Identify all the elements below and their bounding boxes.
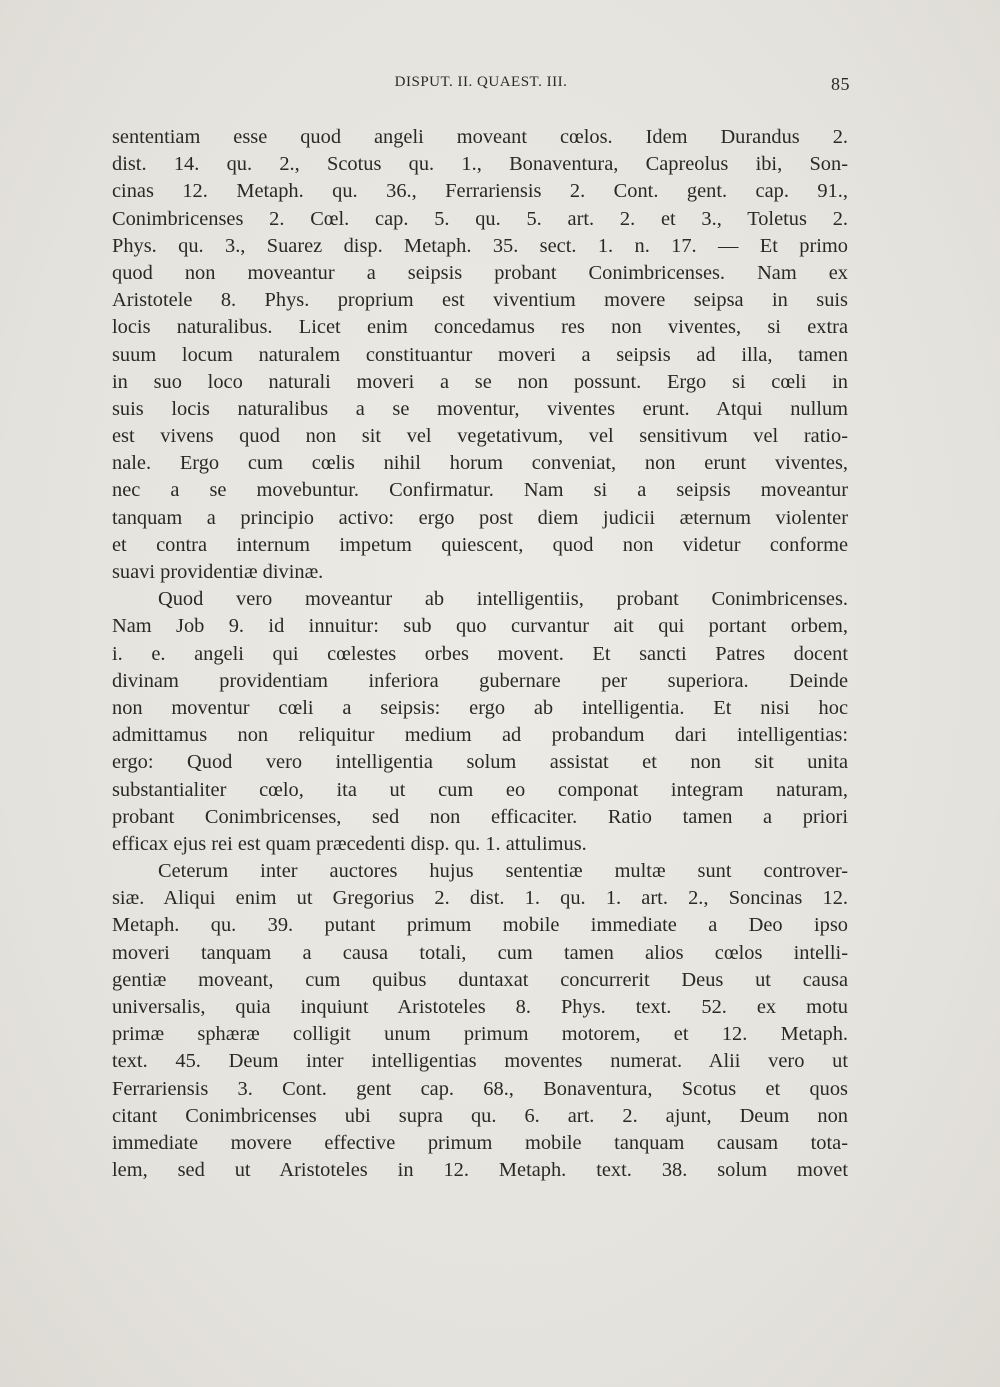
text-line: Conimbricenses 2. Cœl. cap. 5. qu. 5. art. 2. et 3., Toletus 2. <box>112 207 848 230</box>
text-line: Ferrariensis 3. Cont. gent cap. 68., Bonaventura, Scotus et quos <box>112 1077 848 1100</box>
text-line: gentiæ moveant, cum quibus duntaxat concurrerit Deus ut causa <box>112 968 848 991</box>
text-line: substantialiter cœlo, ita ut cum eo componat integram naturam, <box>112 778 848 801</box>
text-line: immediate movere effective primum mobile tanquam causam tota- <box>112 1131 848 1154</box>
text-line: dist. 14. qu. 2., Scotus qu. 1., Bonaventura, Capreolus ibi, Son- <box>112 153 848 176</box>
text-line: non moventur cœli a seipsis: ergo ab intelligentia. Et nisi hoc <box>112 696 848 719</box>
text-line: i. e. angeli qui cœlestes orbes movent. Et sancti Patres docent <box>112 642 848 665</box>
text-line: siæ. Aliqui enim ut Gregorius 2. dist. 1. qu. 1. art. 2., Soncinas 12. <box>112 887 848 910</box>
text-line: lem, sed ut Aristoteles in 12. Metaph. text. 38. solum movet <box>112 1159 848 1182</box>
text-line: Metaph. qu. 39. putant primum mobile immediate a Deo ipso <box>112 914 848 937</box>
text-line: et contra internum impetum quiescent, quod non videtur conforme <box>112 533 848 556</box>
text-line: Ceterum inter auctores hujus sententiæ multæ sunt controver- <box>158 860 848 883</box>
text-line: cinas 12. Metaph. qu. 36., Ferrariensis 2. Cont. gent. cap. 91., <box>112 180 848 203</box>
text-line: est vivens quod non sit vel vegetativum, vel sensitivum vel ratio- <box>112 425 848 448</box>
text-line: Nam Job 9. id innuitur: sub quo curvantur ait qui portant orbem, <box>112 615 848 638</box>
text-line: Quod vero moveantur ab intelligentiis, probant Conimbricenses. <box>158 588 848 611</box>
text-line: locis naturalibus. Licet enim concedamus res non viventes, si extra <box>112 316 848 339</box>
text-line: efficax ejus rei est quam præcedenti disp. qu. 1. attulimus. <box>112 832 587 855</box>
text-line: citant Conimbricenses ubi supra qu. 6. art. 2. ajunt, Deum non <box>112 1104 848 1127</box>
text-line: admittamus non reliquitur medium ad probandum dari intelligentias: <box>112 724 848 747</box>
text-line: tanquam a principio activo: ergo post diem judicii æternum violenter <box>112 506 848 529</box>
text-line: moveri tanquam a causa totali, cum tamen alios cœlos intelli- <box>112 941 848 964</box>
text-line: sententiam esse quod angeli moveant cœlos. Idem Durandus 2. <box>112 126 848 148</box>
text-line: primæ sphæræ colligit unum primum motorem, et 12. Metaph. <box>112 1023 848 1046</box>
page-header <box>112 74 850 100</box>
page-number: 85 <box>831 74 850 94</box>
text-line: universalis, quia inquiunt Aristoteles 8. Phys. text. 52. ex motu <box>112 996 848 1018</box>
text-line: in suo loco naturali moveri a se non possunt. Ergo si cœli in <box>112 370 848 393</box>
text-line: text. 45. Deum inter intelligentias moventes numerat. Alii vero ut <box>112 1050 848 1073</box>
text-line: quod non moveantur a seipsis probant Conimbricenses. Nam ex <box>112 261 848 284</box>
text-line: Aristotele 8. Phys. proprium est viventium movere seipsa in suis <box>112 289 848 312</box>
text-line: probant Conimbricenses, sed non efficaciter. Ratio tamen a priori <box>112 805 848 828</box>
running-title: DISPUT. II. QUAEST. III. <box>394 74 568 90</box>
text-line: suum locum naturalem constituantur moveri a seipsis ad illa, tamen <box>112 343 848 366</box>
text-line: suis locis naturalibus a se moventur, viventes erunt. Atqui nullum <box>112 397 848 420</box>
text-line: Phys. qu. 3., Suarez disp. Metaph. 35. sect. 1. n. 17. — Et primo <box>112 234 848 257</box>
text-line: nale. Ergo cum cœlis nihil horum conveniat, non erunt viventes, <box>112 452 848 475</box>
text-line: ergo: Quod vero intelligentia solum assistat et non sit unita <box>112 751 848 774</box>
text-line: suavi providentiæ divinæ. <box>112 561 324 583</box>
text-line: nec a se movebuntur. Confirmatur. Nam si a seipsis moveantur <box>112 479 848 502</box>
body-text <box>112 124 848 1184</box>
text-line: divinam providentiam inferiora gubernare per superiora. Deinde <box>112 669 848 692</box>
